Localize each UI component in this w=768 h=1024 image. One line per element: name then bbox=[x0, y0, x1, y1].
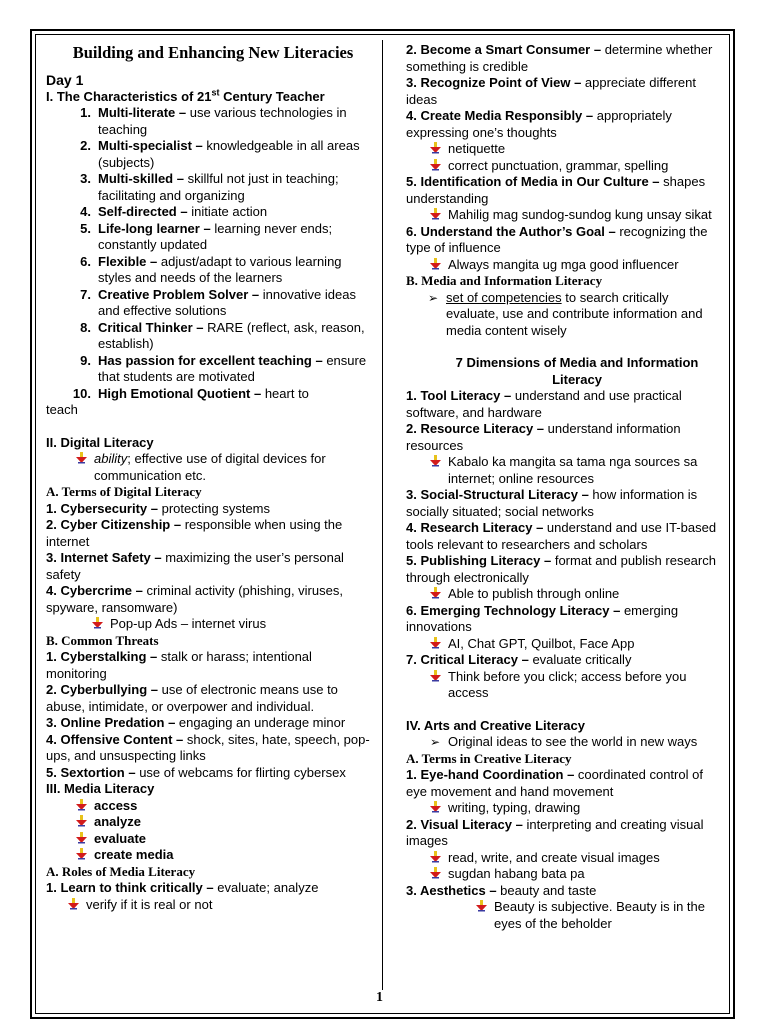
red-arrow-bullet-icon bbox=[76, 451, 94, 484]
section-1-heading bbox=[46, 89, 376, 106]
item-term: 6. Emerging Technology Literacy – bbox=[406, 602, 621, 618]
item-text bbox=[98, 138, 376, 171]
item-desc: determine whether something is credible bbox=[406, 42, 713, 74]
item-term: 7. Critical Literacy – bbox=[406, 652, 529, 667]
item-number: 10. bbox=[72, 385, 91, 401]
section-2a-heading: A. Terms of Digital Literacy bbox=[46, 484, 202, 499]
item-text: Beauty is subjective. Beauty is in the eyes of the beholder bbox=[494, 899, 706, 931]
teacher-traits-list bbox=[46, 105, 376, 386]
item-desc: knowledgeable in all areas (subjects) bbox=[98, 138, 360, 170]
red-arrow-bullet-icon bbox=[430, 800, 448, 817]
red-arrow-bullet-icon bbox=[430, 586, 448, 603]
red-arrow-bullet-icon bbox=[430, 866, 448, 883]
item-text bbox=[98, 171, 376, 204]
item-term: 2. Become a Smart Consumer – bbox=[406, 42, 602, 57]
item-text: sugdan habang bata pa bbox=[448, 866, 585, 881]
item-term: Life-long learner – bbox=[98, 220, 211, 236]
list-item bbox=[406, 75, 720, 108]
item-term: Multi-literate – bbox=[98, 105, 187, 120]
item-desc: use of electronic means use to abuse, intimidate, or overpower and individual. bbox=[46, 682, 338, 714]
red-arrow-bullet-icon bbox=[430, 207, 448, 224]
list-item bbox=[430, 636, 720, 653]
item-term: 3. Aesthetics – bbox=[406, 882, 497, 898]
item-desc: maximizing the user’s personal safety bbox=[46, 550, 344, 582]
item-text: AI, Chat GPT, Quilbot, Face App bbox=[448, 635, 635, 651]
item-term: 5. Publishing Literacy – bbox=[406, 553, 552, 568]
list-item bbox=[430, 257, 720, 274]
item-term: Has passion for excellent teaching – bbox=[98, 352, 323, 368]
item-desc: understand and use practical software, and hardware bbox=[406, 388, 682, 420]
item-term: 5. Identification of Media in Our Culture – bbox=[406, 174, 660, 189]
item-text: analyze bbox=[94, 814, 141, 829]
section-4-heading: IV. Arts and Creative Literacy bbox=[406, 717, 585, 733]
list-item bbox=[430, 734, 720, 751]
item-text bbox=[98, 353, 376, 386]
item-number: 8. bbox=[80, 319, 91, 335]
digital-terms-list bbox=[46, 501, 376, 617]
item-desc: responsible when using the internet bbox=[46, 517, 343, 549]
list-item bbox=[406, 42, 720, 75]
list-item bbox=[76, 798, 376, 815]
item-term: 5. Sextortion – bbox=[46, 764, 136, 780]
red-arrow-bullet-icon bbox=[430, 454, 448, 487]
list-item bbox=[46, 550, 376, 583]
item-desc: ensure that students are motivated bbox=[98, 352, 367, 384]
item-text bbox=[94, 451, 376, 484]
list-item bbox=[406, 603, 720, 636]
list-item bbox=[430, 158, 720, 175]
list-item bbox=[46, 254, 376, 287]
list-item bbox=[46, 204, 376, 221]
item-desc: recognizing the type of influence bbox=[406, 223, 708, 255]
item-term: Flexible – bbox=[98, 253, 158, 269]
item-term: Creative Problem Solver – bbox=[98, 286, 260, 302]
section-3a-heading: A. Roles of Media Literacy bbox=[46, 863, 196, 879]
item-desc: use various technologies in teaching bbox=[98, 105, 347, 137]
item-text: read, write, and create visual images bbox=[448, 849, 660, 865]
item-term: 3. Recognize Point of View – bbox=[406, 75, 582, 90]
item-number: 5. bbox=[80, 220, 91, 236]
item-desc: use of webcams for flirting cybersex bbox=[135, 764, 346, 780]
item-desc: interpreting and creating visual images bbox=[406, 816, 704, 848]
item-text: access bbox=[94, 797, 138, 813]
red-arrow-bullet-icon bbox=[476, 899, 494, 932]
list-item bbox=[76, 847, 376, 864]
item-term: 1. Cybersecurity – bbox=[46, 500, 159, 516]
section-3-heading: III. Media Literacy bbox=[46, 781, 155, 796]
item-desc: how information is socially situated; social networks bbox=[406, 487, 698, 519]
list-item bbox=[406, 767, 720, 800]
heading-text: Century Teacher bbox=[219, 88, 325, 104]
role4-bullets bbox=[406, 141, 720, 174]
item-text: Able to publish through online bbox=[448, 586, 620, 601]
heading-text: I. The Characteristics of 21 bbox=[46, 88, 212, 104]
list-item bbox=[68, 897, 376, 914]
item-desc: adjust/adapt to various learning styles and needs of the learners bbox=[98, 253, 342, 285]
list-item bbox=[76, 831, 376, 848]
list-item bbox=[46, 880, 376, 897]
item-desc: shock, sites, hate, speech, pop-ups, and unsuspecting links bbox=[46, 731, 370, 763]
item-desc: to search critically evaluate, use and contribute information and media content wisely bbox=[446, 289, 703, 338]
list-item bbox=[476, 899, 720, 932]
list-item bbox=[46, 649, 376, 682]
list-item bbox=[46, 715, 376, 732]
red-arrow-bullet-icon bbox=[68, 897, 86, 914]
item-term: 2. Cyber Citizenship – bbox=[46, 517, 182, 532]
item-desc: evaluate critically bbox=[528, 652, 632, 667]
item-text: netiquette bbox=[448, 141, 506, 156]
item-term: Critical Thinker – bbox=[98, 319, 204, 335]
item-desc: understand and use IT-based tools relevant to researchers and scholars bbox=[406, 520, 717, 552]
list-item bbox=[430, 141, 720, 158]
item-text bbox=[98, 320, 376, 353]
list-item bbox=[406, 487, 720, 520]
item-desc: RARE (reflect, ask, reason, establish) bbox=[98, 319, 365, 351]
item-term: Multi-specialist – bbox=[98, 138, 203, 153]
item-continuation: teach bbox=[46, 402, 78, 417]
item-text: Pop-up Ads – internet virus bbox=[110, 616, 267, 631]
section-2-heading: II. Digital Literacy bbox=[46, 434, 154, 450]
item-text: Mahilig mag sundog-sundog kung unsay sikat bbox=[448, 207, 712, 222]
item-number: 3. bbox=[80, 171, 91, 186]
item-underlined: set of competencies bbox=[446, 289, 562, 305]
item-term: 4. Cybercrime – bbox=[46, 583, 143, 598]
item-term: 4. Create Media Responsibly – bbox=[406, 108, 594, 123]
list-item bbox=[46, 386, 376, 403]
item-term: 1. Cyberstalking – bbox=[46, 649, 158, 664]
item-desc: innovative ideas and effective solutions bbox=[98, 286, 356, 318]
list-item bbox=[406, 108, 720, 141]
item-text bbox=[98, 221, 376, 254]
list-item bbox=[406, 553, 720, 586]
list-item bbox=[46, 320, 376, 353]
list-item bbox=[46, 171, 376, 204]
item-desc: protecting systems bbox=[158, 500, 271, 516]
list-item bbox=[430, 800, 720, 817]
item-text bbox=[98, 386, 376, 403]
item-emphasis: ability bbox=[94, 451, 128, 466]
item-term: 2. Visual Literacy – bbox=[406, 816, 523, 832]
section-3b-heading: B. Media and Information Literacy bbox=[406, 273, 603, 288]
red-arrow-bullet-icon bbox=[430, 257, 448, 274]
item-term: Self-directed – bbox=[98, 204, 188, 219]
item-term: 3. Online Predation – bbox=[46, 715, 176, 730]
item-number: 4. bbox=[80, 204, 91, 219]
right-column bbox=[406, 42, 720, 932]
item-desc: beauty and taste bbox=[496, 882, 597, 898]
item-text: Original ideas to see the world in new ways bbox=[448, 734, 698, 749]
item-text: writing, typing, drawing bbox=[448, 800, 581, 815]
red-arrow-bullet-icon bbox=[430, 850, 448, 867]
red-arrow-bullet-icon bbox=[430, 669, 448, 702]
list-item bbox=[406, 388, 720, 421]
item-text: Always mangita ug mga good influencer bbox=[448, 256, 679, 272]
item-term: 2. Resource Literacy – bbox=[406, 421, 545, 436]
item-desc: learning never ends; constantly updated bbox=[98, 220, 333, 252]
list-item bbox=[46, 765, 376, 782]
list-item bbox=[406, 883, 720, 900]
item-number: 7. bbox=[80, 286, 91, 302]
column-divider bbox=[382, 40, 383, 990]
heading-superscript: st bbox=[211, 87, 220, 98]
list-item bbox=[76, 814, 376, 831]
item-term: 1. Tool Literacy – bbox=[406, 388, 512, 403]
list-item bbox=[430, 454, 720, 487]
red-arrow-bullet-icon bbox=[76, 814, 94, 831]
item-text: create media bbox=[94, 847, 174, 862]
item-desc: heart to bbox=[261, 385, 309, 401]
item-desc: evaluate; analyze bbox=[213, 880, 319, 895]
item-term: 1. Learn to think critically – bbox=[46, 880, 214, 895]
list-item bbox=[406, 421, 720, 454]
item-term: 4. Research Literacy – bbox=[406, 520, 544, 535]
item-desc: stalk or harass; intentional monitoring bbox=[46, 649, 312, 681]
list-item bbox=[406, 520, 720, 553]
list-item bbox=[76, 451, 376, 484]
item-desc: appropriately expressing one’s thoughts bbox=[406, 108, 672, 140]
red-arrow-bullet-icon bbox=[430, 158, 448, 175]
visual-literacy-bullets bbox=[406, 850, 720, 883]
item-number: 1. bbox=[80, 105, 91, 120]
item-text: correct punctuation, grammar, spelling bbox=[448, 157, 669, 173]
item-desc: ; effective use of digital devices for communication etc. bbox=[94, 451, 326, 483]
document-title: Building and Enhancing New Literacies bbox=[72, 43, 354, 62]
day-label: Day 1 bbox=[46, 72, 84, 88]
list-item bbox=[406, 652, 720, 669]
item-desc: coordinated control of eye movement and hand movement bbox=[406, 767, 703, 799]
left-column bbox=[46, 42, 376, 913]
item-text: Think before you click; access before you access bbox=[448, 668, 687, 700]
list-item bbox=[406, 817, 720, 850]
red-arrow-bullet-icon bbox=[92, 616, 110, 633]
item-desc: shapes understanding bbox=[406, 174, 706, 206]
item-desc: engaging an underage minor bbox=[175, 715, 346, 730]
item-desc: appreciate different ideas bbox=[406, 75, 696, 107]
chevron-right-icon: ➢ bbox=[428, 290, 439, 305]
list-item bbox=[430, 207, 720, 224]
item-text bbox=[98, 287, 376, 320]
list-item bbox=[406, 224, 720, 257]
red-arrow-bullet-icon bbox=[76, 847, 94, 864]
section-2b-heading: B. Common Threats bbox=[46, 632, 159, 648]
list-item bbox=[46, 353, 376, 386]
list-item bbox=[430, 669, 720, 702]
item-term: 3. Internet Safety – bbox=[46, 550, 162, 565]
item-number: 9. bbox=[80, 352, 91, 368]
item-desc: understand information resources bbox=[406, 421, 681, 453]
roles-list bbox=[406, 42, 720, 141]
item-desc: initiate action bbox=[187, 204, 268, 219]
page-number: 1 bbox=[376, 990, 383, 1005]
item-text bbox=[98, 105, 376, 138]
item-text bbox=[98, 254, 376, 287]
list-item bbox=[92, 616, 376, 633]
dimensions-heading: 7 Dimensions of Media and Information Literacy bbox=[455, 355, 699, 387]
list-item bbox=[46, 583, 376, 616]
section-4a-heading: A. Terms in Creative Literacy bbox=[406, 750, 572, 766]
list-item bbox=[428, 290, 720, 340]
list-item bbox=[430, 586, 720, 603]
item-desc: format and publish research through electronically bbox=[406, 553, 716, 585]
item-text bbox=[98, 204, 376, 221]
item-term: 3. Social-Structural Literacy – bbox=[406, 487, 589, 502]
list-item bbox=[430, 850, 720, 867]
item-number: 6. bbox=[80, 253, 91, 269]
item-term: 2. Cyberbullying – bbox=[46, 682, 158, 697]
list-item bbox=[406, 174, 720, 207]
list-item bbox=[46, 517, 376, 550]
red-arrow-bullet-icon bbox=[430, 141, 448, 158]
chevron-right-icon: ➢ bbox=[430, 735, 441, 749]
item-text: verify if it is real or not bbox=[86, 896, 213, 912]
list-item bbox=[46, 138, 376, 171]
item-term: 6. Understand the Author’s Goal – bbox=[406, 223, 616, 239]
red-arrow-bullet-icon bbox=[76, 798, 94, 815]
item-text: Kabalo ka mangita sa tama nga sources sa internet; online resources bbox=[448, 454, 698, 486]
list-item bbox=[46, 105, 376, 138]
red-arrow-bullet-icon bbox=[430, 636, 448, 653]
item-term: High Emotional Quotient – bbox=[98, 385, 262, 401]
list-item bbox=[46, 732, 376, 765]
item-text: evaluate bbox=[94, 830, 147, 846]
list-item bbox=[46, 682, 376, 715]
media-verbs-list bbox=[46, 798, 376, 864]
item-desc: emerging innovations bbox=[406, 602, 679, 634]
list-item bbox=[46, 221, 376, 254]
item-desc: skillful not just in teaching; facilitating and organizing bbox=[98, 171, 339, 203]
item-term: 4. Offensive Content – bbox=[46, 731, 184, 747]
list-item bbox=[46, 287, 376, 320]
item-term: 1. Eye-hand Coordination – bbox=[406, 767, 575, 782]
item-desc: criminal activity (phishing, viruses, spyware, ransomware) bbox=[46, 583, 343, 615]
list-item bbox=[46, 501, 376, 518]
item-text bbox=[446, 290, 720, 340]
threats-list bbox=[46, 649, 376, 781]
item-number: 2. bbox=[80, 138, 91, 153]
list-item bbox=[430, 866, 720, 883]
red-arrow-bullet-icon bbox=[76, 831, 94, 848]
item-term: Multi-skilled – bbox=[98, 171, 184, 186]
